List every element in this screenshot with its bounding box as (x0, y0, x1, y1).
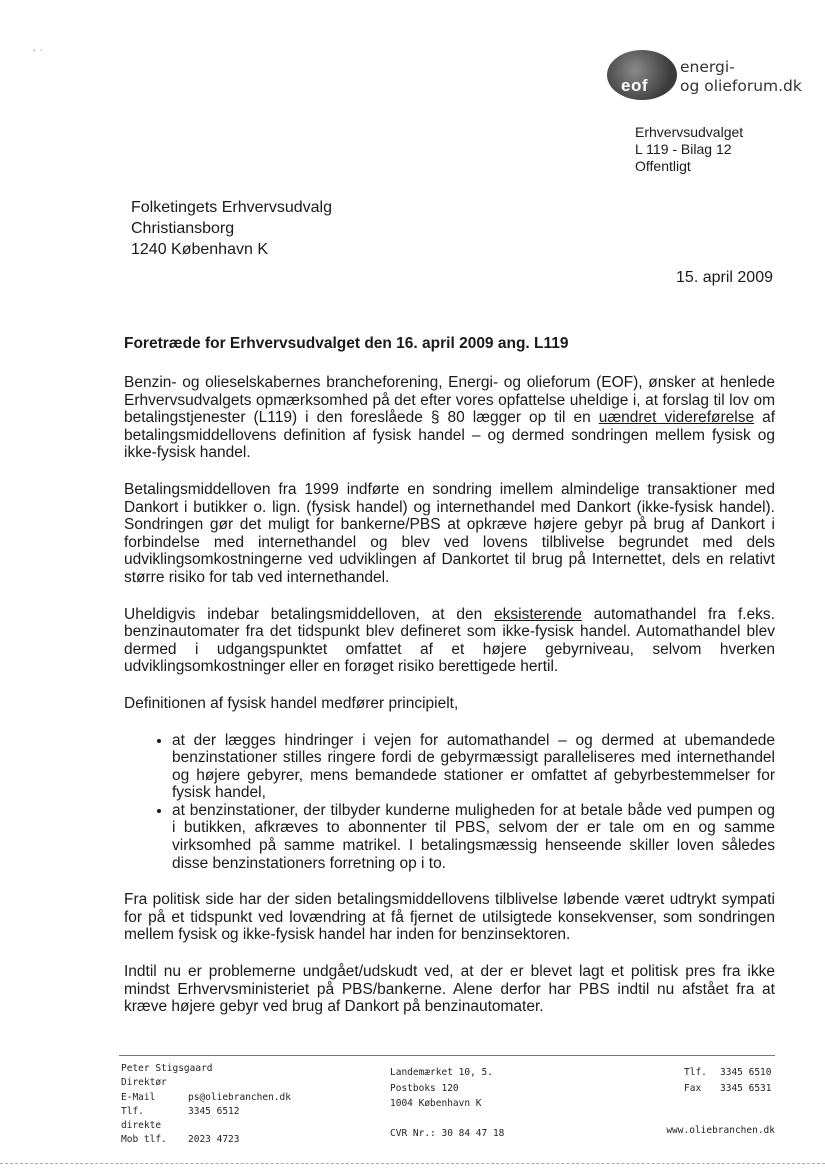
footer-address-line1: Landemærket 10, 5. (390, 1067, 493, 1078)
footer-fax: 3345 6531 (720, 1082, 772, 1094)
footer-phone-label: Tlf. (684, 1067, 707, 1078)
paragraph-2: Betalingsmiddelloven fra 1999 indførte en sondring imellem almindelige transaktioner med Dankort i butikker o. lign. (fysisk handel) og internethandel med Dankort (ikke-fysisk handel). Sondringen gør det muligt for bankerne/PBS at opkræve højere gebyr på brug af Dankort i forbindelse med internethandel og blev ved lovens tilblivelse begrundet med dels udviklingsomkostningerne ved udviklingen af Dankortet til brug på Internettet, dels en relativt større risiko for tab ved internethandel. (124, 480, 775, 586)
footer-email-label: E-Mail (121, 1091, 156, 1103)
letter-date: 15. april 2009 (676, 269, 773, 286)
footer-mobile-label: Mob tlf. (121, 1134, 167, 1146)
paragraph-3-underlined: eksisterende (494, 605, 582, 623)
letter-subject: Foretræde for Erhvervsudvalget den 16. april 2009 ang. L119 (124, 335, 569, 352)
footer-mobile: 2023 4723 (188, 1134, 240, 1146)
footer-direct-label: Tlf. direkte (121, 1105, 162, 1132)
footer-direct: 3345 6512 (188, 1105, 240, 1117)
paragraph-1-text-b: af betalingsmiddellovens definition af fysisk handel – og dermed sondringen mellem fysisk og ikke-fysisk handel. (124, 409, 775, 462)
reference-line2: L 119 - Bilag 12 (635, 141, 732, 157)
eof-logo-mark (607, 50, 677, 100)
logo-name-line1: energi- (680, 58, 735, 76)
logo-name-line2: og olieforum.dk (680, 77, 802, 95)
page-bottom-edge (0, 1163, 825, 1164)
paragraph-1-text-a: Benzin- og olieselskabernes brancheforening, Energi- og olieforum (EOF), ønsker at henlede Erhvervsudvalgets opmærksomhed på det efter vores opfattelse uheldige i, at forslag til lov om betalingstjenester (L119) i den foreslåede § 80 lægger op til en (124, 374, 775, 427)
footer-fax-label: Fax (684, 1082, 702, 1094)
paragraph-5: Fra politisk side har der siden betalingsmiddellovens tilblivelse løbende været udtrykt sympati for på et tidspunkt ved lovændring at få fjernet de utilsigtede konsekvenser, som sondringen mellem fysisk og ikke-fysisk handel har inden for benzinsektoren. (124, 891, 775, 944)
bullet-list (124, 732, 775, 873)
paragraph-3-text-a: Uheldigvis indebar betalingsmiddelloven, at den (124, 605, 495, 623)
footer-email[interactable]: ps@oliebranchen.dk (188, 1091, 291, 1103)
reference-line3: Offentligt (635, 158, 691, 174)
scan-artifact: ˛ ˎ (33, 40, 44, 52)
footer-role: Direktør (121, 1077, 167, 1089)
footer-address-line3: 1004 København K (390, 1098, 482, 1109)
footer-address (390, 1065, 504, 1141)
paragraph-3 (124, 606, 775, 676)
footer-cvr: CVR Nr.: 30 84 47 18 (390, 1127, 505, 1139)
footer-website[interactable]: www.oliebranchen.dk (666, 1125, 775, 1136)
footer-phone: 3345 6510 (720, 1067, 772, 1078)
footer-address-line2: Postboks 120 (390, 1082, 459, 1094)
recipient-address (131, 197, 332, 260)
paragraph-3-text-b: automathandel fra f.eks. benzinautomater fra det tidspunkt blev defineret som ikke-fysisk handel. Automathandel blev dermed i udgangspunktet omfattet af et højere gebyrniveau, selvom hverken udviklingsomkostninger eller en forøget risiko berettigede hertil. (124, 605, 775, 676)
paragraph-1-underlined: uændret videreførelse (598, 409, 755, 427)
reference-line1: Erhvervsudvalget (635, 124, 744, 140)
bullet-item-2: • at benzinstationer, der tilbyder kunderne muligheden for at betale både ved pumpen og i butikken, afkræves to abonnenter til PBS, selvom der er tale om en og samme virksomhed på samme matrikel. I betalingsmæssig henseende skiller loven således disse benzinstationers forretning op i to. (172, 802, 775, 872)
footer-contact-person (121, 1062, 291, 1148)
logo-name (680, 58, 802, 96)
recipient-line1: Folketingets Erhvervsudvalg (131, 199, 332, 216)
letter-body (124, 374, 775, 1035)
footer-company-contacts (684, 1065, 771, 1096)
footer-divider (119, 1055, 775, 1056)
footer-name: Peter Stigsgaard (121, 1063, 213, 1074)
paragraph-1 (124, 374, 775, 462)
footer-person-contacts (121, 1091, 291, 1148)
logo-mark-text: eof (621, 76, 648, 95)
footer-phone-table (684, 1065, 771, 1096)
recipient-line2: Christiansborg (131, 220, 235, 237)
paragraph-4: Definitionen af fysisk handel medfører principielt, (124, 694, 459, 712)
bullet-item-1: • at der lægges hindringer i vejen for automathandel – og dermed at ubemandede benzinstationer stilles ringere fordi de gebyrmæssigt paralleliseres med internethandel og højere gebyrer, mens bemandede stationer er omfattet af gebyrbestemmelser for fysisk handel, (172, 732, 775, 802)
recipient-line3: 1240 København K (131, 241, 268, 258)
paragraph-6: Indtil nu er problemerne undgået/udskudt ved, at der er blevet lagt et politisk pres fra ikke mindst Erhvervsministeriet på PBS/bankerne. Alene derfor har PBS indtil nu afstået fra at kræve højere gebyr ved brug af Dankort på benzinautomater. (124, 963, 775, 1016)
document-reference (635, 124, 743, 175)
